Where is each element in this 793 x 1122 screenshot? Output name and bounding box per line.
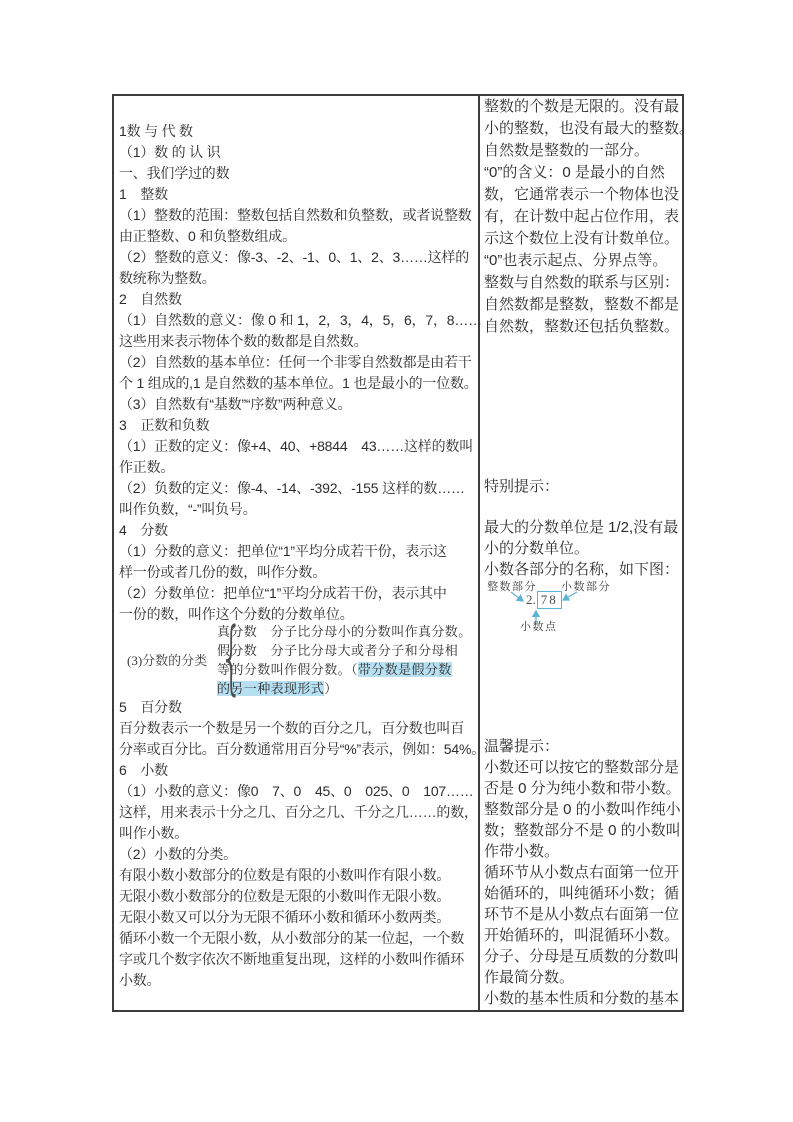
text-line: （3）自然数有“基数”“序数”两种意义。: [119, 396, 352, 412]
text-line: 整数与自然数的联系与区别：: [484, 274, 680, 291]
text-line: 分子、分母是互质数的分数叫: [484, 948, 680, 965]
text-line: 数，它通常表示一个物体也没: [484, 186, 680, 203]
text-line: 环节不是从小数点右面第一位: [484, 906, 680, 923]
text-line: 小数。: [119, 972, 161, 988]
decimal-part-label: 小数部分: [561, 581, 611, 593]
integer-digit: 2: [526, 592, 533, 607]
text-line: 假分数 分子比分母大或者分子和分母相: [217, 643, 459, 658]
text-line: 一份的数，叫作这个分数的分数单位。: [119, 606, 354, 622]
text-line: 数；整数部分不是 0 的小数叫: [484, 822, 681, 839]
text-line: 6 小数: [119, 762, 168, 778]
highlighted-text: 的另一种表现形式: [217, 681, 325, 696]
text-line: 小数还可以按它的整数部分是: [484, 759, 680, 776]
text-line: 循环节从小数点右面第一位开: [484, 864, 680, 881]
text-line: 温馨提示：: [484, 738, 560, 755]
left-text-top: [119, 121, 482, 625]
text-line: 开始循环的，叫混循环小数。: [484, 927, 680, 944]
text-line: 分率或百分比。百分数通常用百分号“%”表示，例如：54%。: [119, 741, 485, 757]
special-tip-title: 特别提示：: [484, 478, 560, 495]
fraction-unit-notes: [484, 517, 679, 580]
text-line: “0”的含义：0 是最小的自然: [484, 164, 665, 181]
text-line: 示这个数位上没有计数单位。: [484, 230, 680, 247]
right-column: [480, 96, 695, 1010]
warm-tip-notes: [484, 736, 681, 1009]
text-line: 自然数都是整数，整数不都是: [484, 296, 680, 313]
text-line: 叫作负数，“-”叫负号。: [119, 501, 257, 517]
text-line: （1）小数的意义：像0 7、0 45、0 025、0 107……: [119, 783, 474, 799]
integer-notes: [484, 96, 694, 338]
text-line: 自然数是整数的一部分。: [484, 142, 650, 159]
left-text-bottom: [119, 697, 485, 991]
text-line: 字或几个数字依次不断地重复出现，这样的小数叫作循环: [119, 951, 464, 967]
text-line: 循环小数一个无限小数，从小数部分的某一位起，一个数: [119, 930, 464, 946]
text-line: （2）自然数的基本单位：任何一个非零自然数都是由若干: [119, 354, 472, 370]
text-line: 作最简分数。: [484, 969, 575, 986]
text-line: 1 整数: [119, 186, 168, 202]
left-column: [114, 96, 485, 1010]
text-line: 小的分数单位。: [484, 540, 590, 557]
text-line: （1）正数的定义：像+4、40、+8844 43……这样的数叫: [119, 438, 474, 454]
text-line: 1数 与 代 数: [119, 123, 193, 139]
text-line: （1）整数的范围：整数包括自然数和负整数，或者说整数: [119, 207, 472, 223]
decimal-digits-box: 78: [537, 591, 562, 609]
text-line: 始循环的，叫纯循环小数；循: [484, 885, 680, 902]
text-line: 小数各部分的名称，如下图：: [484, 561, 680, 578]
text-line: （2）分数单位：把单位“1”平均分成若干份，表示其中: [119, 585, 447, 601]
text-line: （1）自然数的意义：像 0 和 1，2，3，4，5，6，7，8……: [119, 312, 482, 328]
text-line: 有，在计数中起占位作用，表: [484, 208, 680, 225]
text-line: 2 自然数: [119, 291, 182, 307]
text-line: 5 百分数: [119, 699, 182, 715]
decimal-parts-diagram: [480, 578, 683, 644]
text-line: 否是 0 分为纯小数和带小数。: [484, 780, 681, 797]
decimal-point: .: [532, 592, 536, 607]
text-line: 真分数 分子比分母小的分数叫作真分数。: [217, 624, 472, 639]
text-line: 个 1 组成的,1 是自然数的基本单位。1 也是最小的一位数。: [119, 375, 478, 391]
text-line: （1）数 的 认 识: [119, 144, 221, 160]
text-line: 等的分数叫作假分数。（带分数是假分数: [217, 662, 452, 677]
text-line: 的另一种表现形式）: [217, 681, 338, 696]
text-line: 叫作小数。: [119, 825, 188, 841]
text-line: 自然数，整数还包括负整数。: [484, 318, 680, 335]
integer-part-label: 整数部分: [487, 581, 537, 593]
text-line: 由正整数、0 和负整数组成。: [119, 228, 296, 244]
text-line: 一、我们学过的数: [119, 165, 230, 181]
text-line: （2）小数的分类。: [119, 846, 237, 862]
text-line: 4 分数: [119, 522, 168, 538]
text-line: 这样，用来表示十分之几、百分之几、千分之几……的数，: [119, 804, 478, 820]
text-line: “0”也表示起点、分界点等。: [484, 252, 668, 269]
text-line: 整数部分是 0 的小数叫作纯小: [484, 801, 681, 818]
text-line: 作带小数。: [484, 843, 560, 860]
text-line: （2）整数的意义：像-3、-2、-1、0、1、2、3……这样的: [119, 249, 470, 265]
text-line: 作正数。: [119, 459, 175, 475]
text-line: 数统称为整数。: [119, 270, 216, 286]
brace-icon: {: [219, 610, 243, 704]
classification-lines: [217, 620, 475, 698]
text-line: 3 正数和负数: [119, 417, 210, 433]
example-number: [526, 591, 562, 609]
text-line: （2）负数的定义：像-4、-14、-392、-155 这样的数……: [119, 480, 465, 496]
text-line: 百分数表示一个数是另一个数的百分之几，百分数也叫百: [119, 720, 464, 736]
highlighted-text: 带分数是假分数: [357, 662, 452, 677]
notes-table: [112, 94, 695, 1012]
text-line: 整数的个数是无限的。没有最: [484, 98, 680, 115]
text-line: 有限小数小数部分的位数是有限的小数叫作有限小数。: [119, 867, 451, 883]
text-line: 样一份或者几份的数，叫作分数。: [119, 564, 326, 580]
text-line: 这些用来表示物体个数的数都是自然数。: [119, 333, 368, 349]
text-line: （1）分数的意义：把单位“1”平均分成若干份，表示这: [119, 543, 447, 559]
text-line: 小的整数，也没有最大的整数。: [484, 120, 695, 137]
classification-label: (3)分数的分类: [127, 653, 208, 668]
text-line: 最大的分数单位是 1/2,没有最: [484, 519, 679, 536]
text-line: 小数的基本性质和分数的基本: [484, 990, 680, 1007]
text-line: 无限小数又可以分为无限不循环小数和循环小数两类。: [119, 909, 451, 925]
text-line: 无限小数小数部分的位数是无限的小数叫作无限小数。: [119, 888, 451, 904]
decimal-point-label: 小数点: [520, 621, 558, 633]
